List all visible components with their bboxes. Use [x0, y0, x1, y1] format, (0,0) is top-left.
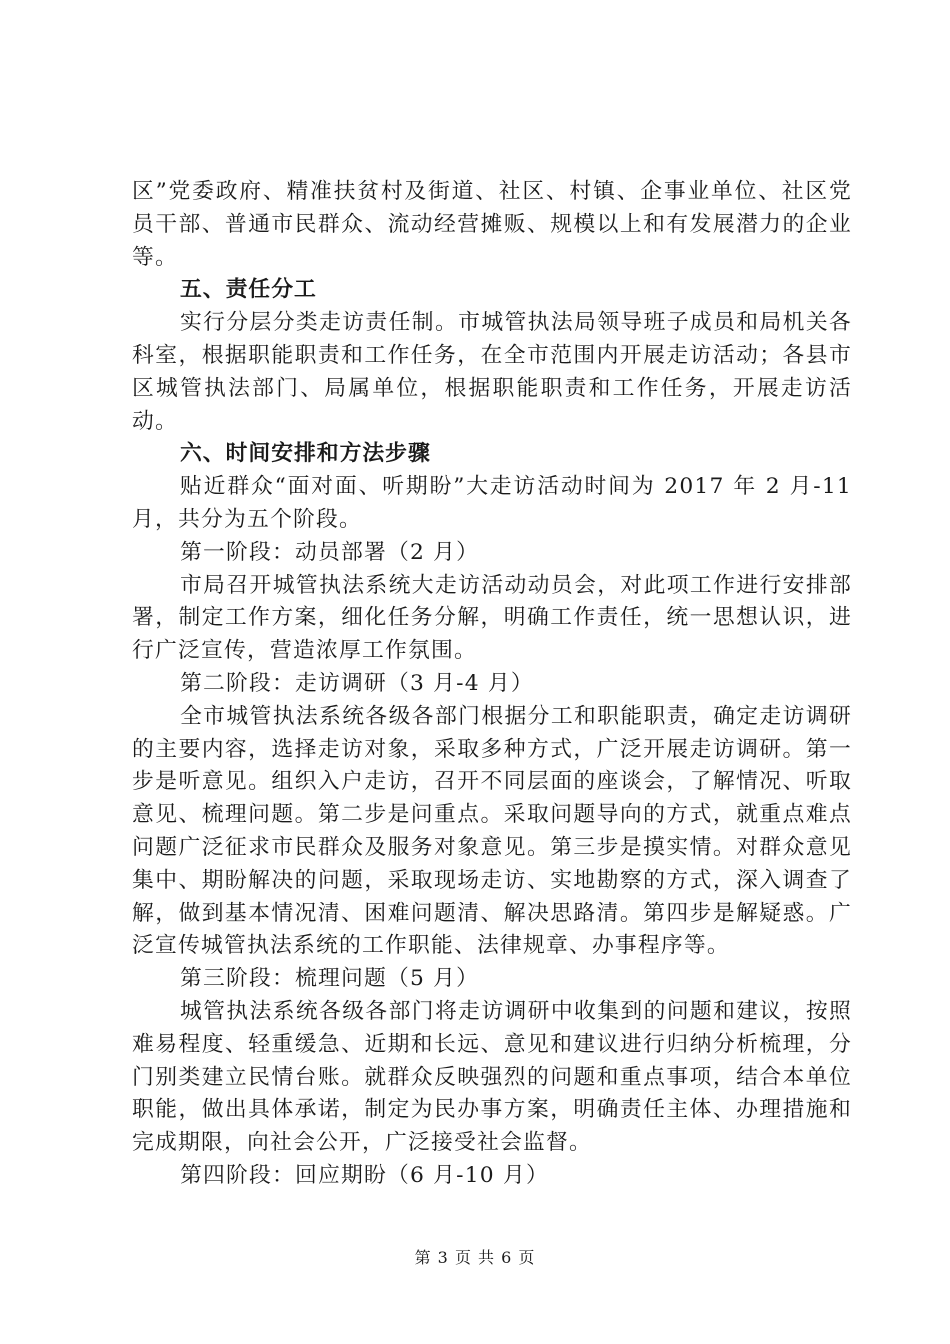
paragraph-phase-two: 全市城管执法系统各级各部门根据分工和职能职责，确定走访调研的主要内容，选择走访对象，采取多种方式，广泛开展走访调研。第一步是听意见。组织入户走访，召开不同层面的座谈会，了解情况、听取意见、梳理问题。第二步是问重点。采取问题导向的方式，就重点难点问题广泛征求市民群众及服务对象意见。第三步是摸实情。对群众意见集中、期盼解决的问题，采取现场走访、实地勘察的方式，深入调查了解，做到基本情况清、困难问题清、解决思路清。第四步是解疑惑。广泛宣传城管执法系统的工作职能、法律规章、办事程序等。	[132, 703, 852, 959]
phase-one-title: 第一阶段：动员部署（2 月）	[180, 539, 480, 565]
paragraph-phase-one: 市局召开城管执法系统大走访活动动员会，对此项工作进行安排部署，制定工作方案，细化任务分解，明确工作责任，统一思想认识，进行广泛宣传，营造浓厚工作氛围。	[132, 572, 852, 664]
paragraph-responsibility: 实行分层分类走访责任制。市城管执法局领导班子成员和局机关各科室，根据职能职责和工作任务，在全市范围内开展走访活动；各县市区城管执法部门、局属单位，根据职能职责和工作任务，开展走访活动。	[132, 310, 852, 434]
document-body	[132, 176, 852, 1193]
paragraph-continuation: 区”党委政府、精准扶贫村及街道、社区、村镇、企事业单位、社区党员干部、普通市民群众、流动经营摊贩、规模以上和有发展潜力的企业等。	[132, 179, 852, 270]
phase-three-title: 第三阶段：梳理问题（5 月）	[180, 966, 480, 992]
phase-four-title: 第四阶段：回应期盼（6 月-10 月）	[180, 1162, 549, 1188]
phase-two-title: 第二阶段：走访调研（3 月-4 月）	[180, 670, 534, 696]
page-number-footer: 第 3 页 共 6 页	[414, 1248, 536, 1267]
section-heading-schedule: 六、时间安排和方法步骤	[180, 441, 431, 467]
paragraph-phase-three: 城管执法系统各级各部门将走访调研中收集到的问题和建议，按照难易程度、轻重缓急、近期和长远、意见和建议进行归纳分析梳理，分门别类建立民情台账。就群众反映强烈的问题和重点事项，结合本单位职能，做出具体承诺，制定为民办事方案，明确责任主体、办理措施和完成期限，向社会公开，广泛接受社会监督。	[132, 998, 852, 1156]
paragraph-schedule-intro: 贴近群众“面对面、听期盼”大走访活动时间为 2017 年 2 月-11 月，共分为五个阶段。	[132, 474, 852, 532]
section-heading-responsibility: 五、责任分工	[180, 277, 317, 303]
